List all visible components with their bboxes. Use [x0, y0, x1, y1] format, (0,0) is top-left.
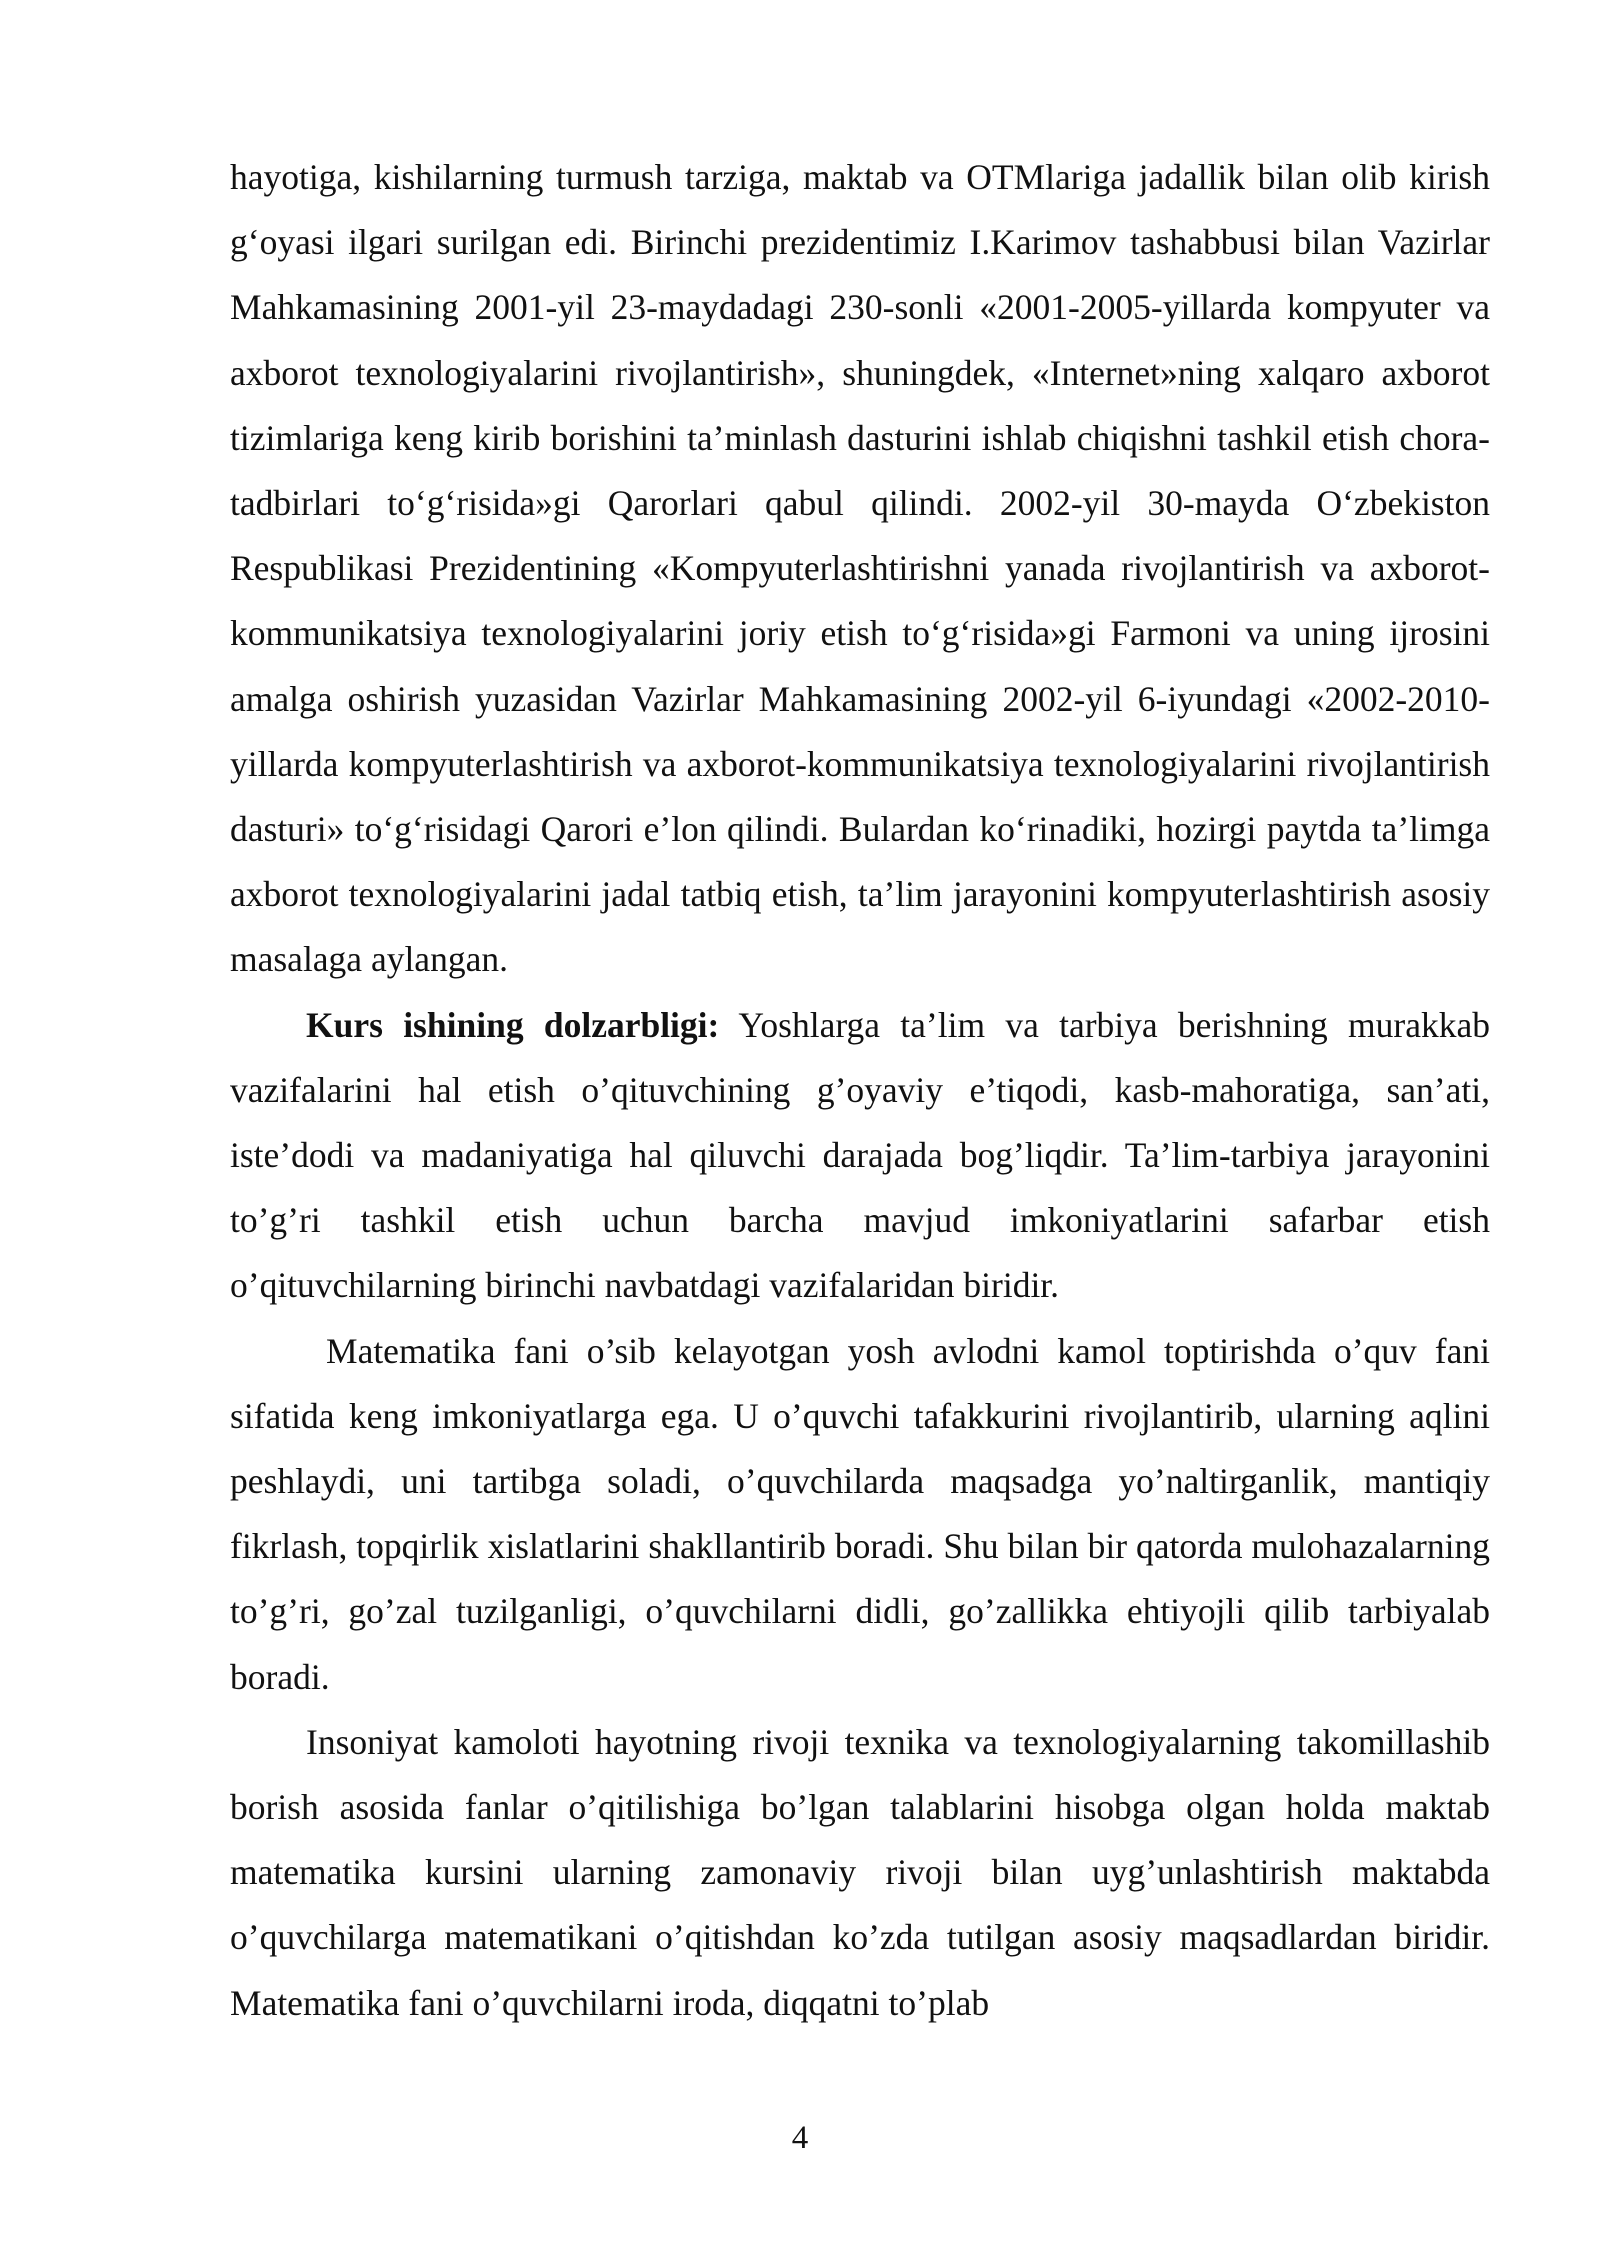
paragraph-lead-heading: Kurs ishining dolzarbligi:	[306, 1004, 720, 1045]
paragraph-mathematics	[230, 1319, 1490, 1710]
paragraph-text: Matematika fani o’sib kelayotgan yosh avlodni kamol toptirishda o’quv fani sifatida keng imkoniyatlarga ega. U o’quvchi tafakkurini rivojlantirib, ularning aqlini peshlaydi, uni tartibga soladi, o’quvchilarda maqsadga yo’naltirganlik, mantiqiy fikrlash, topqirlik xislatlarini shakllantirib boradi. Shu bilan bir qatorda mulohazalarning to’g’ri, go’zal tuzilganligi, o’quvchilarni didli, go’zallikka ehtiyojli qilib tarbiyalab boradi.	[230, 1330, 1490, 1697]
paragraph-development	[230, 1710, 1490, 2036]
paragraph-intro-continuation	[230, 145, 1490, 993]
paragraph-text: Yoshlarga ta’lim va tarbiya berishning murakkab vazifalarini hal etish o’qituvchining g’oyaviy e’tiqodi, kasb-mahoratiga, san’ati, iste’dodi va madaniyatiga hal qiluvchi darajada bog’liqdir. Ta’lim-tarbiya jarayonini to’g’ri tashkil etish uchun barcha mavjud imkoniyatlarini safarbar etish o’qituvchilarning birinchi navbatdagi vazifalaridan biridir.	[230, 1004, 1490, 1306]
document-page	[230, 145, 1490, 2036]
paragraph-relevance	[230, 993, 1490, 1319]
page-number: 4	[791, 2120, 809, 2156]
paragraph-text: hayotiga, kishilarning turmush tarziga, maktab va OTMlariga jadallik bilan olib kirish g‘oyasi ilgari surilgan edi. Birinchi prezidentimiz I.Karimov tashabbusi bilan Vazirlar Mahkamasining 2001-yil 23-maydadagi 230-sonli «2001-2005-yillarda kompyuter va axborot texnologiyalarini rivojlantirish», shuningdek, «Internet»ning xalqaro axborot tizimlariga keng kirib borishini ta’minlash dasturini ishlab chiqishni tashkil etish chora-tadbirlari to‘g‘risida»gi Qarorlari qabul qilindi. 2002-yil 30-mayda O‘zbekiston Respublikasi Prezidentining «Kompyuterlashtirishni yanada rivojlantirish va axborot-kommunikatsiya texnologiyalarini joriy etish to‘g‘risida»gi Farmoni va uning ijrosini amalga oshirish yuzasidan Vazirlar Mahkamasining 2002-yil 6-iyundagi «2002-2010-yillarda kompyuterlashtirish va axborot-kommunikatsiya texnologiyalarini rivojlantirish dasturi» to‘g‘risidagi Qarori e’lon qilindi. Bulardan ko‘rinadiki, hozirgi paytda ta’limga axborot texnologiyalarini jadal tatbiq etish, ta’lim jarayonini kompyuterlashtirish asosiy masalaga aylangan.	[230, 157, 1490, 980]
paragraph-text: Insoniyat kamoloti hayotning rivoji texnika va texnologiyalarning takomillashib borish asosida fanlar o’qitilishiga bo’lgan talablarini hisobga olgan holda maktab matematika kursini ularning zamonaviy rivoji bilan uyg’unlashtirish maktabda o’quvchilarga matematikani o’qitishdan ko’zda tutilgan asosiy maqsadlardan biridir. Matematika fani o’quvchilarni iroda, diqqatni to’plab	[230, 1721, 1490, 2023]
